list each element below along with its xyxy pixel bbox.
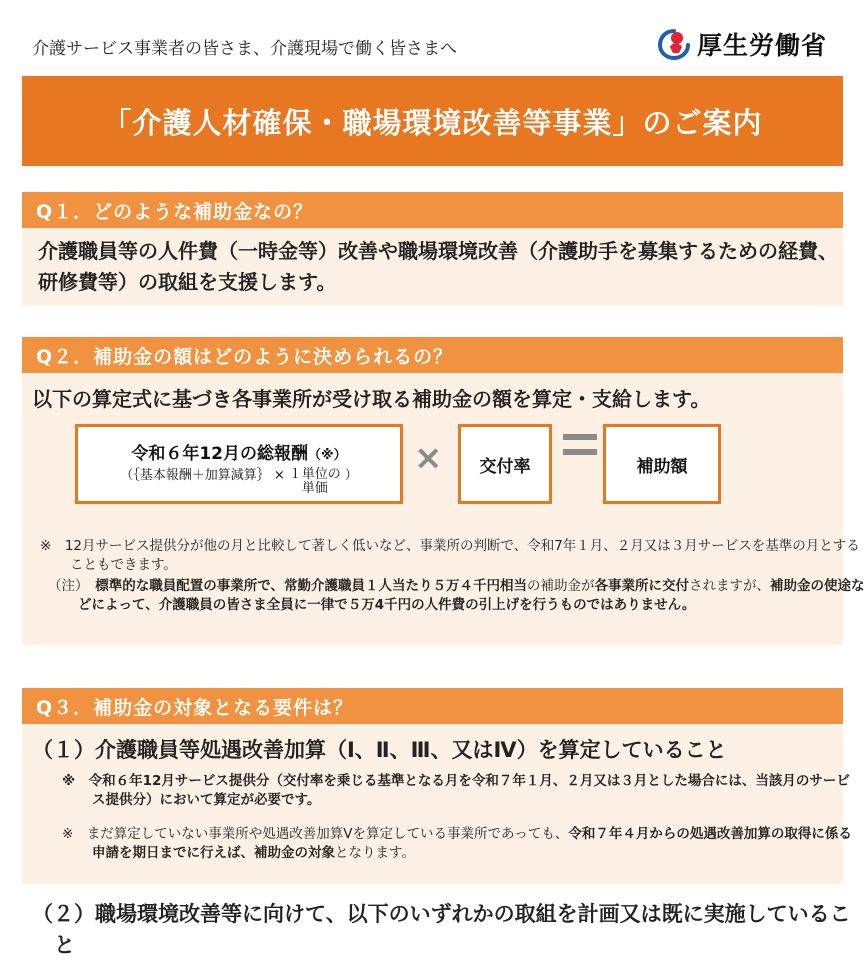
q2-heading-bar (22, 337, 843, 373)
q3-req1-note1: ※ 令和６年12月サービス提供分（交付率を乗じる基準となる月を令和７年１月、２月又は３月とした場合には、当該月のサービス提供分）において算定が必要です。 (62, 773, 850, 808)
formula-box1-sub-a: （｛基本報酬＋加算減算｝ × (120, 468, 285, 483)
q1-heading: Q１．どのような補助金なの？ (36, 200, 314, 223)
q1-heading-bar (22, 192, 843, 228)
page-title: 「介護人材確保・職場環境改善等事業」のご案内 (102, 105, 763, 140)
formula-subsidy-amount-box (603, 424, 721, 504)
formula-box1-main: 令和６年12月の総報酬 (131, 444, 309, 464)
q3-heading: Q３．補助金の対象となる要件は？ (36, 696, 354, 719)
formula-total-remuneration-box (75, 424, 403, 504)
q2-lead: 以下の算定式に基づき各事業所が受け取る補助金の額を算定・支給します。 (32, 387, 711, 411)
q2-note1: ※ 12月サービス提供分が他の月と比較して著しく低いなど、事業所の判断で、令和7年１月、２月又は３月サービスを基準の月とすることもできます。 (40, 538, 860, 573)
formula-box3-label: 補助額 (636, 456, 688, 477)
formula-box2-label: 交付率 (479, 456, 531, 477)
formula-grant-rate-box (458, 424, 552, 504)
q3-req1-note2: ※ まだ算定していない事業所や処遇改善加算Ⅴを算定している事業所であっても、令和７年４月からの処遇改善加算の取得に係る申請を期日までに行えば、補助金の対象となります。 (62, 826, 852, 861)
q3-heading-bar (22, 688, 843, 724)
formula-box1-sub-b: ） (344, 468, 358, 483)
q2-heading: Q２．補助金の額はどのように決められるの？ (36, 345, 454, 368)
formula-box1-mark: （※） (308, 448, 347, 463)
equals-sign (563, 434, 597, 464)
formula-unit-line2: 単価 (301, 481, 328, 496)
formula-unit-line1: １単位の (288, 467, 341, 482)
q2-note2: （注） 標準的な職員配置の事業所で、常勤介護職員１人当たり５万４千円相当の補助金が各事業所に交付されますが、補助金の使途などによって、介護職員の皆さま全員に一律で５万4千円の人件費の引上げを行うものではありません。 (48, 578, 865, 613)
q3-requirement-1: （１）介護職員等処遇改善加算（Ⅰ、Ⅱ、Ⅲ、又はⅣ）を算定していること (32, 738, 727, 762)
ministry-logo (657, 26, 827, 62)
q3-requirement-2: （２）職場環境改善等に向けて、以下のいずれかの取組を計画又は既に実施していること (32, 902, 851, 957)
audience-text: 介護サービス事業者の皆さま、介護現場で働く皆さまへ (32, 39, 457, 59)
q1-body: 介護職員等の人件費（一時金等）改善や職場環境改善（介護助手を募集するための経費、研修費等）の取組を支援します。 (38, 239, 838, 294)
mhlw-logo-icon (657, 27, 691, 61)
multiply-sign: × (414, 438, 443, 478)
ministry-name: 厚生労働省 (697, 31, 828, 60)
title-banner (22, 76, 843, 166)
